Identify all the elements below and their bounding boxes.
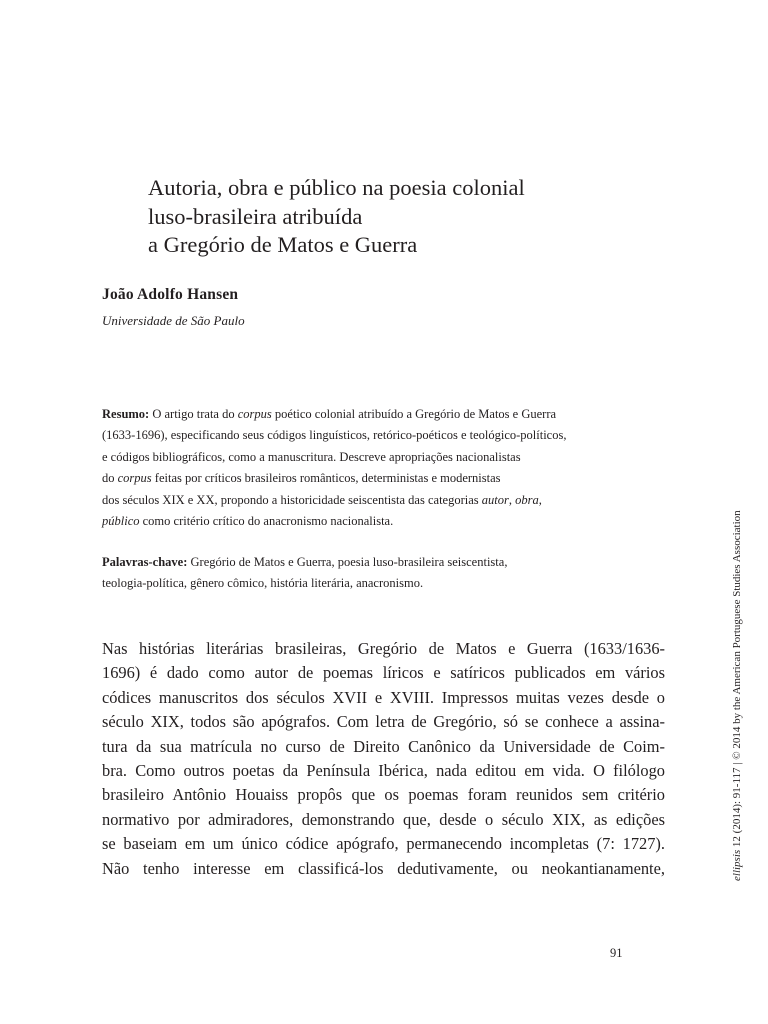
body-line: brasileiro Antônio Houaiss propôs que os poemas foram reunidos sem critério (102, 785, 665, 805)
keywords-line: Palavras-chave: Gregório de Matos e Guerra, poesia luso-brasileira seiscentista, (102, 555, 508, 569)
abstract-line: dos séculos XIX e XX, propondo a historicidade seiscentista das categorias autor, obra, (102, 492, 542, 507)
abstract-label: Resumo: (102, 407, 150, 421)
abstract-line: (1633-1696), especificando seus códigos linguísticos, retórico-poéticos e teológico-políticos, (102, 428, 567, 443)
abstract-term: autor (481, 492, 509, 507)
body-line: normativo por admiradores, demonstrando que, desde o século XIX, as edições (102, 809, 665, 829)
body-line: século XIX, todos são apógrafos. Com letra de Gregório, só se conhece a assina- (102, 712, 665, 732)
title-line: luso-brasileira atribuída (148, 203, 363, 229)
body-line: Não tenho interesse em classificá-los dedutivamente, ou neokantianamente, (102, 858, 665, 878)
keywords-line: teologia-política, gênero cômico, história literária, anacronismo. (102, 576, 424, 591)
body-line: códices manuscritos dos séculos XVII e XVIII. Impressos muitas vezes desde o (102, 687, 665, 707)
body-line: Nas histórias literárias brasileiras, Gregório de Matos e Guerra (1633/1636- (102, 639, 665, 658)
journal-name: ellipsis (731, 849, 743, 881)
abstract-line: do corpus feitas por críticos brasileiros românticos, deterministas e modernistas (102, 471, 501, 486)
abstract-term: corpus (237, 407, 272, 421)
body-line: 1696) é dado como autor de poemas líricos e satíricos publicados em vários (102, 663, 665, 683)
title-line: a Gregório de Matos e Guerra (148, 232, 418, 257)
abstract-term: obra (515, 492, 539, 507)
abstract-line: Resumo: O artigo trata do corpus poético colonial atribuído a Gregório de Matos e Guerra (102, 407, 557, 421)
body-line: tura da sua matrícula no curso de Direito Canônico da Universidade de Coim- (102, 736, 665, 756)
abstract-term: público (102, 514, 140, 529)
body-text (102, 637, 665, 881)
citation-details: 12 (2014): 91-117 | © 2014 by the American Portuguese Studies Association (731, 510, 743, 850)
author-name: João Adolfo Hansen (102, 286, 239, 303)
abstract (102, 404, 677, 532)
title-line: Autoria, obra e público na poesia colonial (148, 175, 525, 200)
body-line: se baseiam em um único códice apógrafo, permanecendo incompletas (7: 1727). (102, 834, 665, 854)
keywords (102, 552, 677, 595)
article-title (148, 174, 668, 260)
abstract-line: público como critério crítico do anacronismo nacionalista. (102, 514, 394, 529)
page-number: 91 (610, 946, 623, 960)
author-affiliation: Universidade de São Paulo (102, 313, 245, 328)
abstract-line: e códigos bibliográficos, como a manuscritura. Descreve apropriações nacionalistas (102, 449, 521, 464)
body-line: bra. Como outros poetas da Península Ibérica, nada editou em vida. O filólogo (102, 760, 665, 780)
journal-citation (731, 481, 743, 881)
keywords-label: Palavras-chave: (102, 555, 188, 569)
abstract-term: corpus (117, 471, 152, 486)
